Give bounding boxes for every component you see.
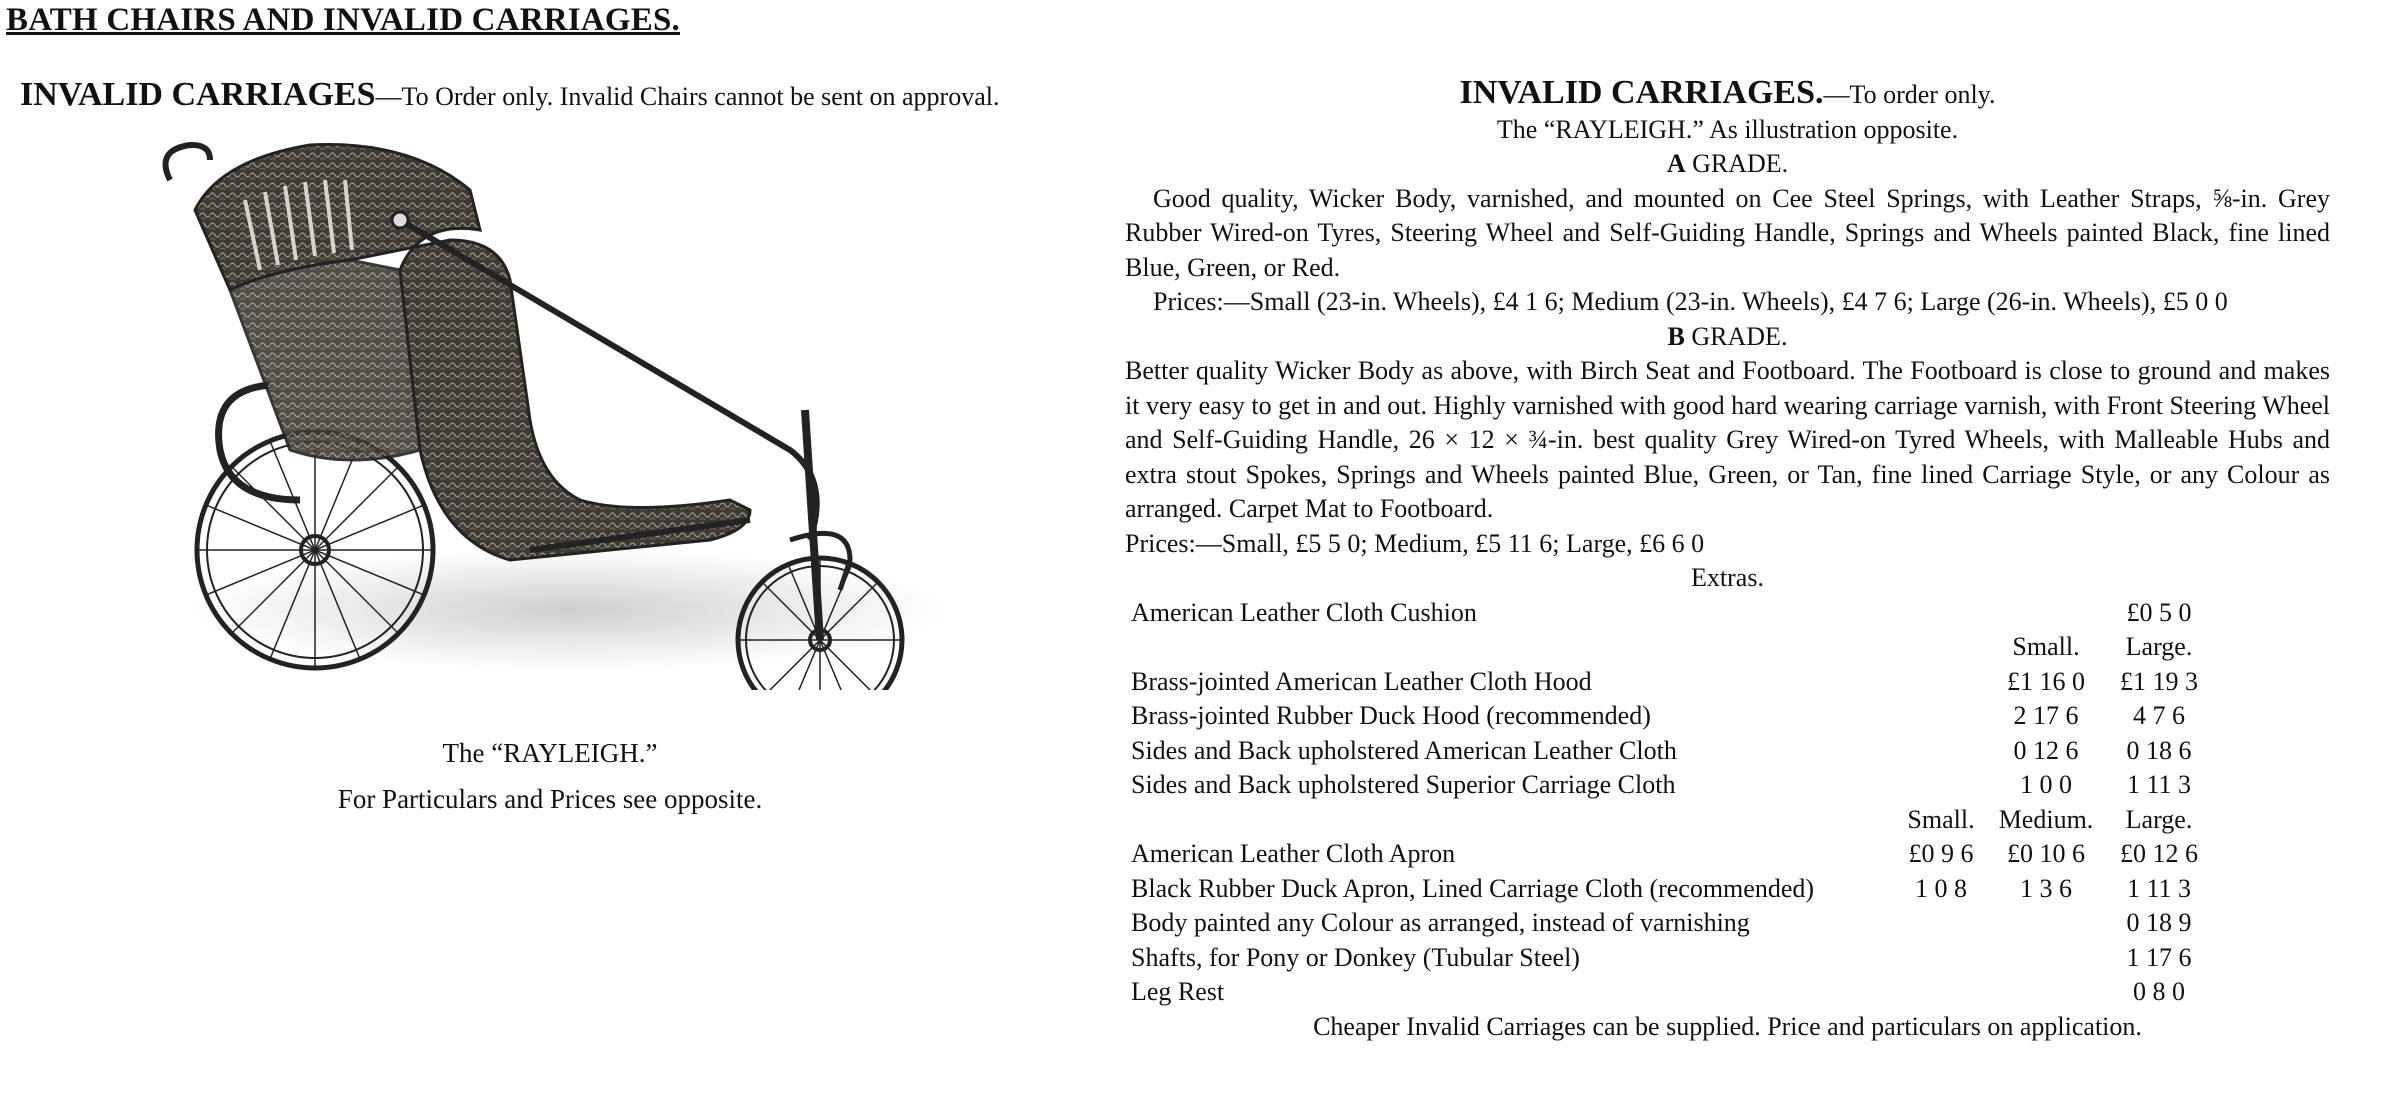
price-small: 1 0 8 [1915,873,1967,903]
left-heading-rest: —To Order only. Invalid Chairs cannot be sent on approval. [375,82,1000,111]
price-large: 0 18 6 [2126,735,2192,765]
price-medium: £0 10 6 [2007,839,2085,868]
extras-item: Body painted any Colour as arranged, instead of varnishing [1131,908,1750,937]
price-large: £0 12 6 [2120,839,2198,868]
table-row [1131,837,2213,872]
grade-a-heading [1125,147,2330,182]
col-header-small: Small. [1907,804,1975,834]
grade-a-prices: Prices:—Small (23-in. Wheels), £4 1 6; Medium (23-in. Wheels), £4 7 6; Large (26-in. Wheels), £5 0 0 [1153,287,2228,316]
extras-item: Sides and Back upholstered Superior Carriage Cloth [1131,770,1676,799]
price-large: 0 18 9 [2126,908,2192,937]
col-header-large: Large. [2125,632,2193,661]
price-large: 1 11 3 [2126,873,2192,903]
col-header-small: Small. [2012,632,2080,661]
table-row [1131,665,2213,700]
table-row [1131,699,2213,734]
grade-b-label: GRADE. [1684,321,1788,351]
right-column [1125,76,2330,1044]
left-heading-bold: INVALID CARRIAGES [20,76,376,113]
table-row [1131,596,2213,631]
table-header-row [1131,630,2213,665]
table-row [1131,975,2213,1010]
extras-item: Leg Rest [1131,977,1225,1006]
price-small: £1 16 0 [2007,666,2085,696]
right-heading [1125,76,2330,113]
table-row [1131,768,2213,803]
price-large: 0 8 0 [2133,977,2185,1006]
grade-b-letter: B [1667,321,1685,351]
extras-table [1131,596,2213,1010]
caption-title: The “RAYLEIGH.” [442,738,658,768]
extras-item: Sides and Back upholstered American Leather Cloth [1131,735,1677,765]
illustration-caption [150,730,950,822]
price-large: 4 7 6 [2133,701,2185,730]
price-large: £1 19 3 [2120,666,2198,696]
grade-b-heading [1125,320,2330,355]
table-row [1131,734,2213,769]
right-heading-bold: INVALID CARRIAGES. [1459,74,1824,111]
extras-item: Brass-jointed American Leather Cloth Hood [1131,666,1592,696]
extras-item: Shafts, for Pony or Donkey (Tubular Steel) [1131,942,1580,972]
grade-b-description: Better quality Wicker Body as above, with Birch Seat and Footboard. The Footboard is close to ground and makes it very easy to get in and out. Highly varnished with good hard wearing carriage varnish, with Front Steering Wheel and Self-Guiding Handle, 26 × 12 × ¾-in. best quality Grey Wired-on Tyred Wheels, with Malleable Hubs and extra stout Spokes, Springs and Wheels painted Blue, Green, or Tan, fine lined Carriage Style, or any Colour as arranged. Carpet Mat to Footboard. [1125,356,2330,523]
extras-heading: Extras. [1691,563,1764,592]
table-row [1131,906,2213,941]
table-header-row [1131,803,2213,838]
grade-a-description: Good quality, Wicker Body, varnished, and mounted on Cee Steel Springs, with Leather Straps, ⅝-in. Grey Rubber Wired-on Tyres, Steering Wheel and Self-Guiding Handle, Springs and Wheels painted Black, fine lined Blue, Green, or Red. [1125,183,2330,282]
price-medium: 1 3 6 [2020,873,2072,903]
grade-b-prices: Prices:—Small, £5 5 0; Medium, £5 11 6; Large, £6 6 0 [1125,528,1705,558]
rayleigh-carriage-illustration [150,120,970,690]
extras-item: American Leather Cloth Apron [1131,839,1456,868]
page-title: BATH CHAIRS AND INVALID CARRIAGES. [6,2,680,38]
grade-a-letter: A [1666,149,1686,178]
caption-note: For Particulars and Prices see opposite. [337,784,763,814]
price-small: 1 0 0 [2020,770,2072,799]
table-row [1131,872,2213,907]
col-header-medium: Medium. [1998,804,2094,834]
col-header-large: Large. [2125,804,2193,834]
price-large: 1 17 6 [2126,942,2192,972]
footer-note: Cheaper Invalid Carriages can be supplied. Price and particulars on application. [1313,1011,2142,1041]
table-row [1131,941,2213,976]
price-small: 2 17 6 [2013,701,2079,730]
price-large: £0 5 0 [2126,597,2192,627]
extras-item: Brass-jointed Rubber Duck Hood (recommended) [1131,701,1651,730]
left-heading [20,76,999,114]
extras-item: American Leather Cloth Cushion [1131,597,1477,627]
price-small: 0 12 6 [2013,735,2079,765]
right-heading-rest: —To order only. [1823,80,1996,109]
extras-item: Black Rubber Duck Apron, Lined Carriage Cloth (recommended) [1131,873,1815,903]
price-small: £0 9 6 [1908,839,1974,868]
carriage-drawing [150,120,970,690]
grade-a-label: GRADE. [1685,149,1789,178]
price-large: 1 11 3 [2126,770,2192,799]
rayleigh-subheading: The “RAYLEIGH.” As illustration opposite. [1496,114,1959,144]
